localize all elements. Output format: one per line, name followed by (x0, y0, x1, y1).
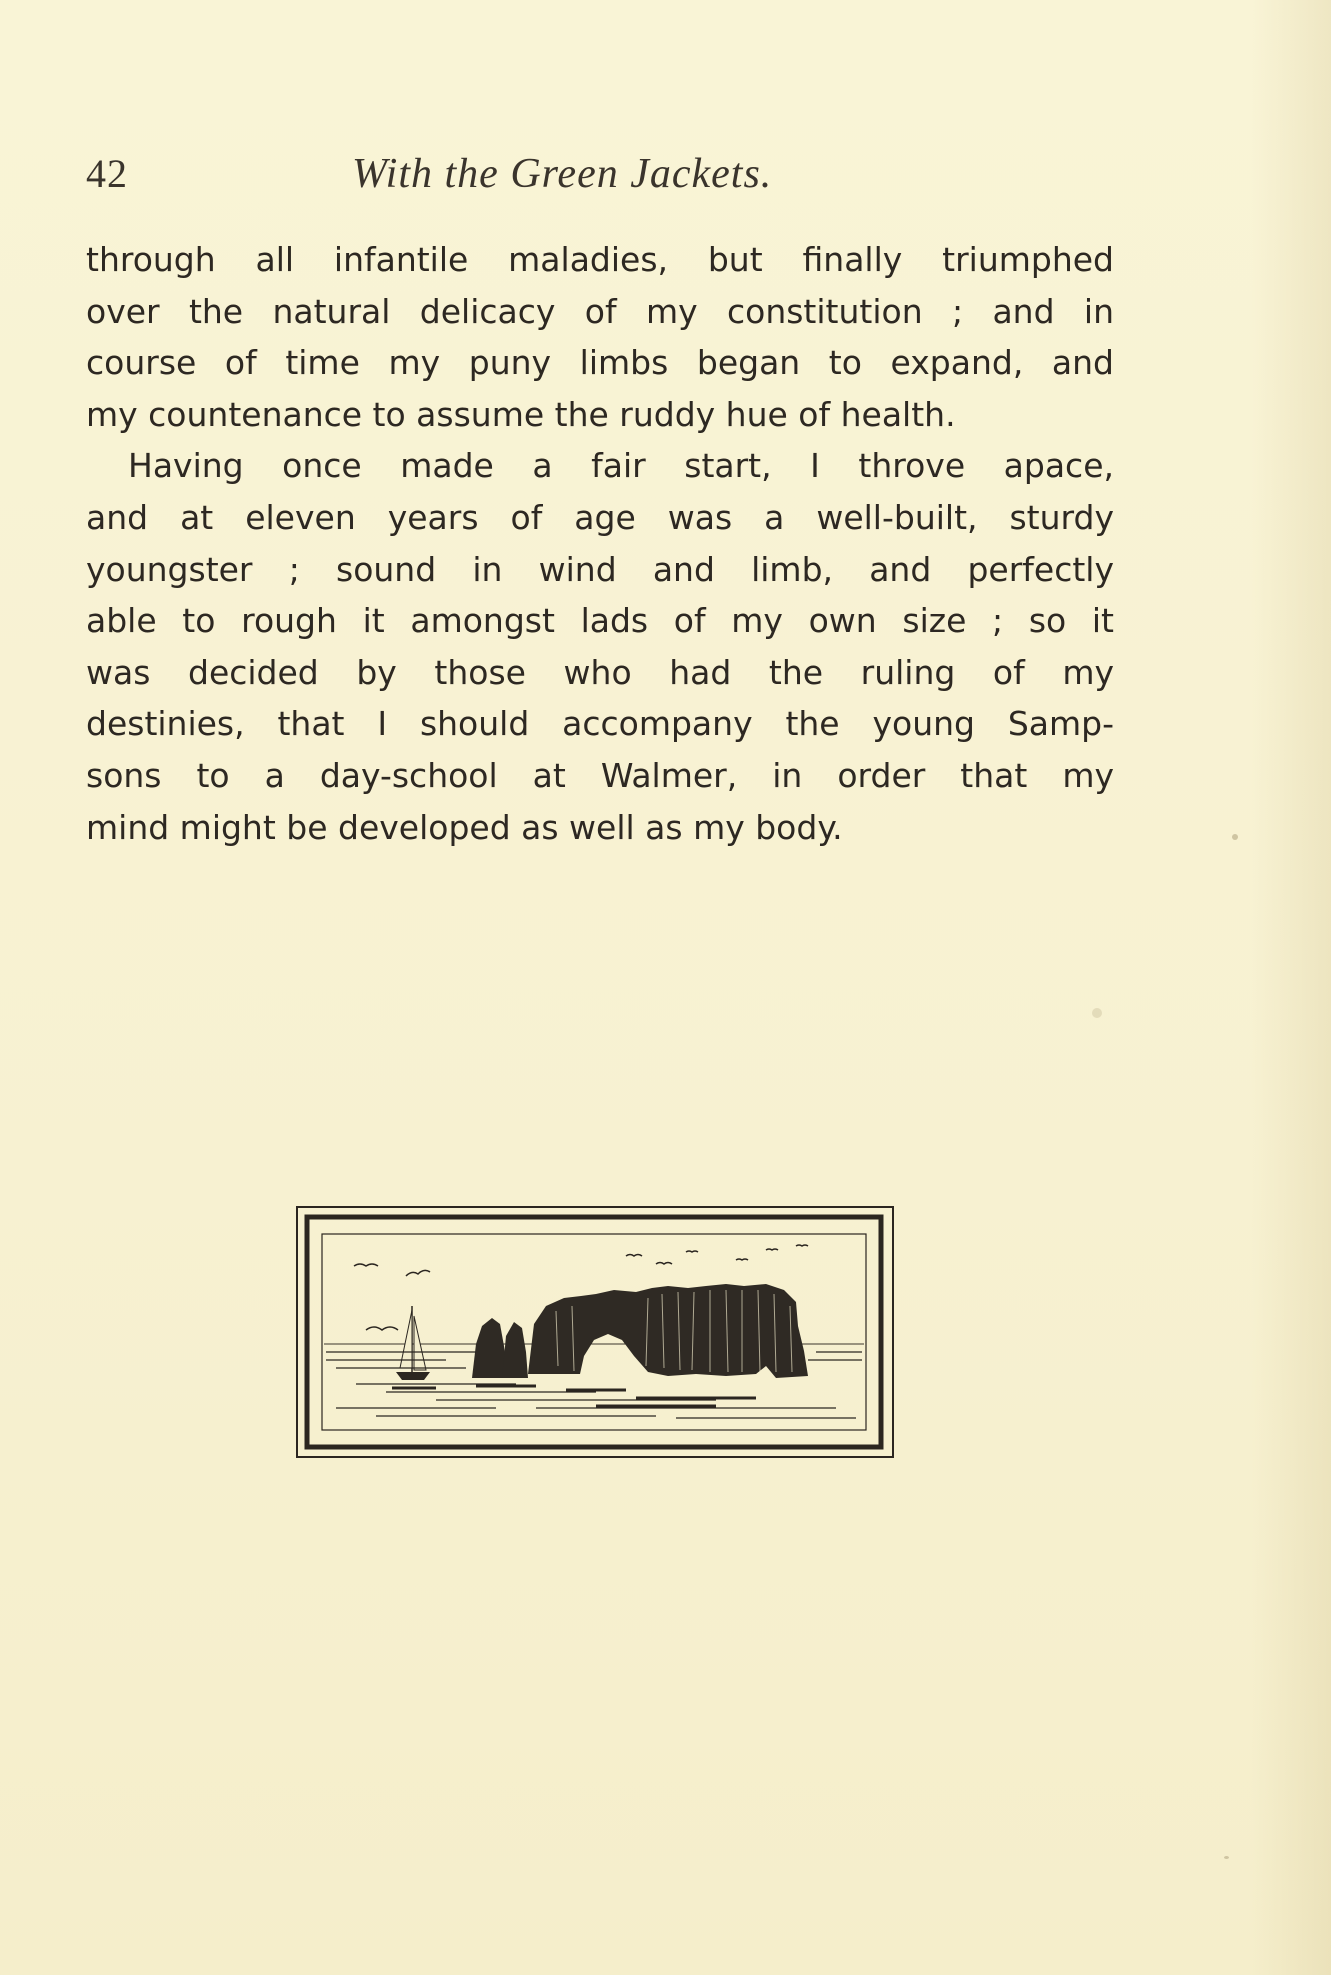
seascape-vignette (296, 1206, 896, 1460)
running-title: With the Green Jackets. (352, 151, 773, 197)
paper-speck (1232, 834, 1238, 840)
page-number: 42 (86, 151, 128, 196)
text-line: sons to a day-school at Walmer, in order that my (86, 755, 1114, 795)
water-shadows (392, 1386, 756, 1406)
text-line: youngster ; sound in wind and limb, and perfectly (86, 549, 1114, 589)
body-text (86, 234, 1114, 853)
text-line: over the natural delicacy of my constitution ; and in (86, 291, 1114, 331)
text-line: and at eleven years of age was a well-built, sturdy (86, 497, 1114, 537)
sailboat-icon (396, 1306, 430, 1380)
text-line: course of time my puny limbs began to expand, and (86, 343, 1114, 383)
text-line: destinies, that I should accompany the young Samp- (86, 704, 1114, 744)
paper-speck (1224, 1856, 1229, 1859)
rock-stacks (472, 1318, 528, 1378)
text-line: able to rough it amongst lads of my own size ; so it (86, 601, 1114, 641)
seascape-illustration (296, 1206, 896, 1460)
rock-arch (528, 1284, 808, 1378)
text-line: mind might be developed as well as my body. (86, 807, 843, 847)
running-head (86, 150, 866, 206)
text-line: Having once made a fair start, I throve apace, (128, 446, 1114, 486)
text-line: through all infantile maladies, but finally triumphed (86, 240, 1114, 279)
text-line: was decided by those who had the ruling of my (86, 652, 1114, 692)
paper-speck (1092, 1008, 1102, 1018)
text-line: my countenance to assume the ruddy hue of health. (86, 394, 956, 434)
